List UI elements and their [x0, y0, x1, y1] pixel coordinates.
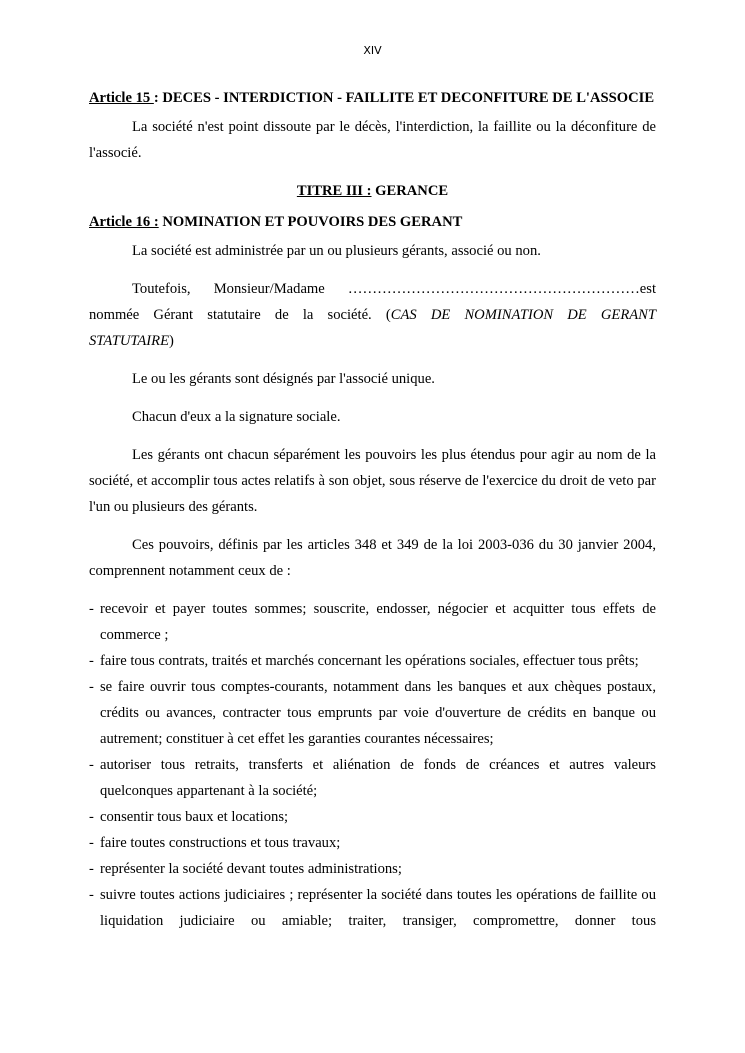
article-16-heading [89, 212, 656, 232]
list-item [89, 804, 656, 830]
article-16-paragraph-6: Ces pouvoirs, définis par les articles 348 et 349 de la loi 2003-036 du 30 janvier 2004, comprennent notamment ceux de : [89, 537, 656, 579]
nomination-line-2-italic: CAS DE NOMINATION DE GERANT [390, 307, 656, 323]
nomination-line-1 [132, 276, 656, 302]
list-dash: - [89, 861, 94, 877]
nomination-word-1: Toutefois, [132, 281, 191, 297]
nomination-line-3 [89, 328, 656, 354]
nomination-line-3-text: ) [169, 333, 174, 349]
list-item-text: consentir tous baux et locations; [100, 809, 289, 825]
nomination-line-3-italic: STATUTAIRE [89, 333, 169, 349]
list-item-text: faire toutes constructions et tous travaux; [100, 835, 341, 851]
nomination-word-2: Monsieur/Madame [213, 281, 325, 297]
article-16-paragraph-5: Les gérants ont chacun séparément les pouvoirs les plus étendus pour agir au nom de la société, et accomplir tous actes relatifs à son objet, sous réserve de l'exercice du droit de veto par l'un ou plusieurs des gérants. [89, 447, 656, 515]
nomination-line-2-text: nommée Gérant statutaire de la société. ( [89, 307, 391, 323]
list-item-text: représenter la société devant toutes administrations; [100, 861, 402, 877]
list-dash: - [89, 653, 94, 669]
list-dash: - [89, 887, 94, 903]
nomination-name-blank: ……………………………………………………est [347, 281, 656, 297]
article-15-number: Article 15 [89, 90, 154, 106]
titre-3-heading [89, 178, 656, 204]
list-item-text: recevoir et payer toutes sommes; souscrite, endosser, négocier et acquitter tous effets de commerce ; [100, 601, 656, 643]
list-dash: - [89, 679, 94, 695]
list-item [89, 596, 656, 648]
document-body [89, 88, 656, 934]
article-15-title: : DECES - INTERDICTION - FAILLITE ET DECONFITURE DE L'ASSOCIE [153, 90, 655, 106]
article-16-paragraph-4: Chacun d'eux a la signature sociale. [132, 409, 341, 425]
titre-3-title: GERANCE [371, 183, 449, 199]
list-item [89, 856, 656, 882]
list-dash: - [89, 835, 94, 851]
list-dash: - [89, 601, 94, 617]
titre-3-number: TITRE III : [296, 183, 372, 199]
list-item [89, 752, 656, 804]
list-dash: - [89, 809, 94, 825]
list-item-text: autoriser tous retraits, transferts et aliénation de fonds de créances et autres valeurs quelconques appartenant à la société; [100, 757, 656, 799]
list-item [89, 674, 656, 752]
powers-list [89, 596, 656, 934]
article-16-paragraph-3: Le ou les gérants sont désignés par l'associé unique. [132, 371, 435, 387]
page-number: XIV [363, 44, 382, 57]
article-16-paragraph-1: La société est administrée par un ou plusieurs gérants, associé ou non. [132, 243, 541, 259]
nomination-paragraph [89, 276, 656, 354]
nomination-line-2 [89, 302, 656, 328]
list-item-text: suivre toutes actions judiciaires ; représenter la société dans toutes les opérations de faillite ou liquidation judiciaire ou amiable; traiter, transiger, compromettre, donner tous [100, 887, 656, 929]
list-item-text: se faire ouvrir tous comptes-courants, notamment dans les banques et aux chèques postaux, crédits ou avances, contracter tous emprunts par voie d'ouverture de crédits en banque ou autrement; constituer à cet effet les garanties courantes nécessaires; [100, 679, 656, 747]
article-16-number: Article 16 : [89, 214, 159, 230]
list-item [89, 648, 656, 674]
article-15-text: La société n'est point dissoute par le décès, l'interdiction, la faillite ou la déconfiture de l'associé. [89, 119, 656, 161]
article-16-title: NOMINATION ET POUVOIRS DES GERANT [158, 214, 463, 230]
list-item-text: faire tous contrats, traités et marchés concernant les opérations sociales, effectuer tous prêts; [100, 653, 639, 669]
list-dash: - [89, 757, 94, 773]
article-15-heading [89, 88, 656, 108]
list-item [89, 830, 656, 856]
list-item [89, 882, 656, 934]
